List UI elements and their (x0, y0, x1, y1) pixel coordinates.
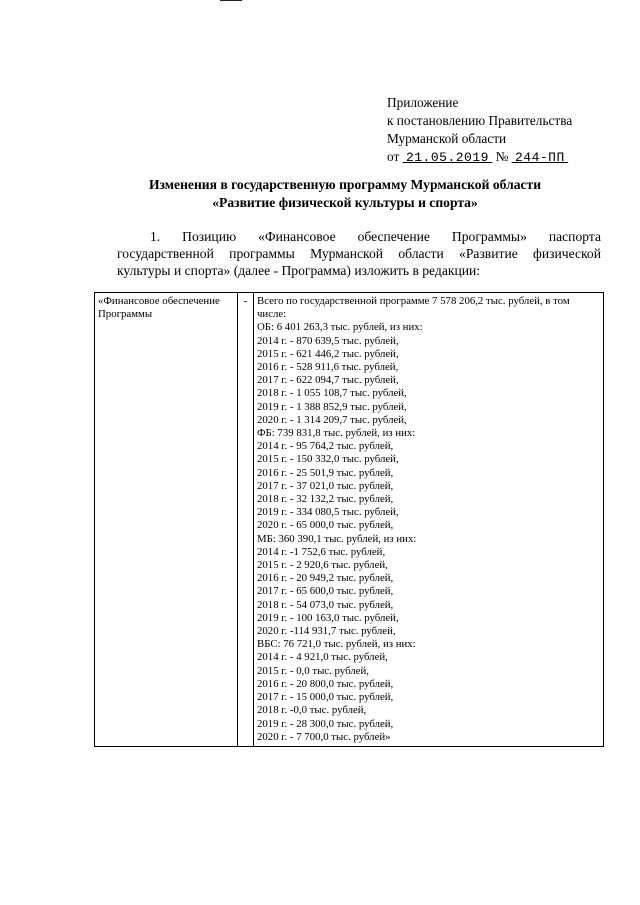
financing-line: ФБ: 739 831,8 тыс. рублей, из них: (257, 427, 416, 440)
financing-details-cell (254, 293, 604, 747)
top-mark (220, 0, 242, 1)
financing-line: ОБ: 6 401 263,3 тыс. рублей, из них: (257, 321, 423, 334)
financing-line: 2016 г. - 25 501,9 тыс. рублей, (257, 466, 394, 479)
financing-line: 2014 г. - 870 639,5 тыс. рублей, (257, 334, 399, 347)
total-text: Всего по государственной программе 7 578 206,2 тыс. рублей, в том числе: (257, 295, 570, 321)
financing-line: 2019 г. - 28 300,0 тыс. рублей, (257, 717, 394, 730)
financing-line: МБ: 360 390,1 тыс. рублей, из них: (257, 532, 417, 545)
number-value: 244-ПП (514, 150, 565, 165)
position-name-cell: «Финансовое обеспечение Программы (95, 293, 238, 747)
appendix-header (387, 94, 572, 167)
financing-line: 2017 г. - 15 000,0 тыс. рублей, (257, 691, 394, 704)
financing-line: 2015 г. - 0,0 тыс. рублей, (257, 664, 369, 677)
financing-line: 2016 г. - 20 949,2 тыс. рублей, (257, 572, 394, 585)
appendix-date-line (387, 148, 572, 167)
number-field (512, 149, 568, 164)
intro-line-3: культуры и спорта» (далее - Программа) изложить в редакции: (117, 263, 481, 278)
financing-line: ВБС: 76 721,0 тыс. рублей, из них: (257, 638, 416, 651)
title-line-1: Изменения в государственную программу Мурманской области (148, 177, 542, 192)
financing-lines (257, 321, 600, 744)
intro-line-2: государственной программы Мурманской области «Развитие физической (117, 246, 601, 261)
financing-line: 2020 г. - 7 700,0 тыс. рублей» (257, 730, 391, 743)
financing-line: 2018 г. -0,0 тыс. рублей, (257, 704, 367, 717)
financing-line: 2019 г. - 100 163,0 тыс. рублей, (257, 611, 399, 624)
financing-line: 2015 г. - 150 332,0 тыс. рублей, (257, 453, 399, 466)
financing-line: 2016 г. - 528 911,6 тыс. рублей, (257, 361, 399, 374)
financing-line: 2020 г. - 65 000,0 тыс. рублей, (257, 519, 394, 532)
financing-line: 2015 г. - 2 920,6 тыс. рублей, (257, 559, 388, 572)
appendix-line-1: Приложение (387, 95, 459, 110)
intro-paragraph (117, 228, 601, 279)
date-prefix: от (387, 149, 400, 164)
financing-line: 2014 г. - 4 921,0 тыс. рублей, (257, 651, 388, 664)
dash-cell: - (238, 293, 254, 747)
financing-table (94, 292, 604, 747)
number-sign: № (495, 149, 509, 164)
financing-line: 2019 г. - 1 388 852,9 тыс. рублей, (257, 400, 407, 413)
financing-line: 2017 г. - 622 094,7 тыс. рублей, (257, 374, 399, 387)
financing-line: 2017 г. - 65 600,0 тыс. рублей, (257, 585, 394, 598)
intro-line-1: 1. Позицию «Финансовое обеспечение Программы» паспорта (150, 229, 601, 244)
financing-line: 2015 г. - 621 446,2 тыс. рублей, (257, 347, 399, 360)
financing-line: 2019 г. - 334 080,5 тыс. рублей, (257, 506, 399, 519)
title-line-2: «Развитие физической культуры и спорта» (212, 195, 478, 210)
financing-line: 2014 г. - 95 764,2 тыс. рублей, (257, 440, 394, 453)
financing-line: 2014 г. -1 752,6 тыс. рублей, (257, 545, 386, 558)
financing-line: 2017 г. - 37 021,0 тыс. рублей, (257, 479, 394, 492)
date-field (403, 149, 493, 164)
financing-line: 2016 г. - 20 800,0 тыс. рублей, (257, 677, 394, 690)
date-value: 21.05.2019 (405, 150, 489, 165)
appendix-line-3: Мурманской области (387, 131, 507, 146)
financing-line: 2020 г. - 1 314 209,7 тыс. рублей, (257, 413, 407, 426)
appendix-line-2: к постановлению Правительства (387, 113, 573, 128)
financing-line: 2018 г. - 54 073,0 тыс. рублей, (257, 598, 394, 611)
financing-line: 2020 г. -114 931,7 тыс. рублей, (257, 625, 396, 638)
financing-line: 2018 г. - 1 055 108,7 тыс. рублей, (257, 387, 407, 400)
financing-line: 2018 г. - 32 132,2 тыс. рублей, (257, 493, 394, 506)
document-title (90, 176, 600, 212)
table-row (95, 293, 604, 747)
